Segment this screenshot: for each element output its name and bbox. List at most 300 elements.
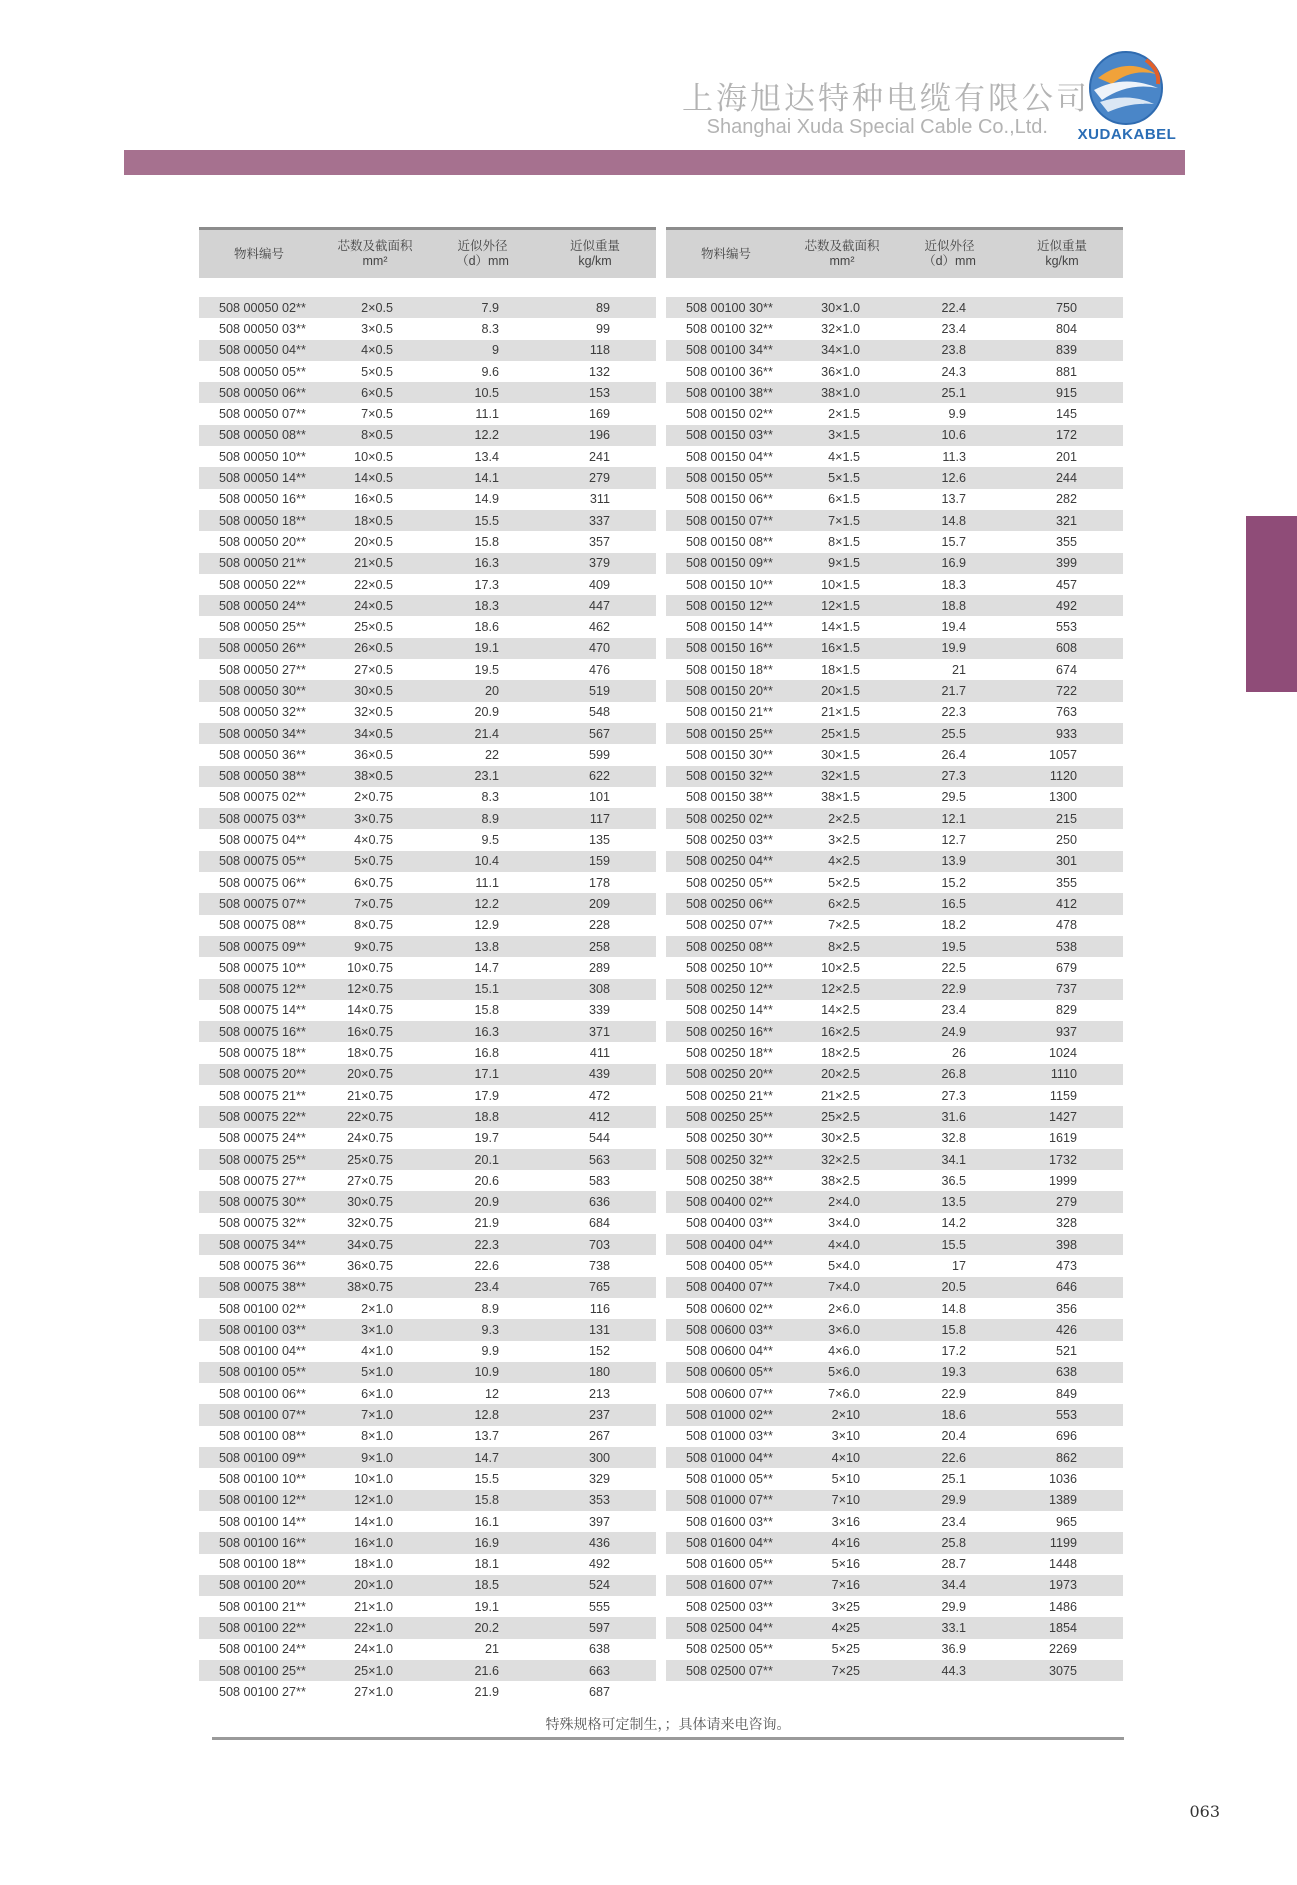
cable-table-left <box>199 227 656 1703</box>
cell-weight: 763 <box>1055 705 1077 720</box>
cell-item-code: 508 00050 25** <box>219 620 306 635</box>
cell-diameter: 19.5 <box>941 939 966 954</box>
cell-item-code: 508 00150 05** <box>686 471 773 486</box>
cell-cores-section: 24×1.0 <box>354 1642 393 1657</box>
cell-weight: 687 <box>588 1684 610 1699</box>
cell-weight: 301 <box>1055 854 1077 869</box>
cell-cores-section: 21×0.5 <box>354 556 393 571</box>
company-name-en: Shanghai Xuda Special Cable Co.,Ltd. <box>706 116 1048 138</box>
cell-weight: 1159 <box>1049 1088 1077 1103</box>
cell-cores-section: 7×4.0 <box>828 1280 860 1295</box>
cell-item-code: 508 00150 04** <box>686 449 773 464</box>
cell-diameter: 9.6 <box>481 364 499 379</box>
cell-weight: 1486 <box>1048 1599 1077 1614</box>
col-header-diameter <box>898 239 1001 269</box>
table-row <box>199 1341 656 1362</box>
cell-item-code: 508 00100 02** <box>219 1301 306 1316</box>
cell-weight: 300 <box>588 1450 610 1465</box>
table-row <box>666 616 1123 637</box>
cell-diameter: 18.8 <box>941 598 966 613</box>
cell-diameter: 24.9 <box>941 1024 966 1039</box>
cell-weight: 636 <box>588 1195 610 1210</box>
cell-item-code: 508 01000 07** <box>686 1493 773 1508</box>
cell-diameter: 14.7 <box>474 1450 499 1465</box>
table-row <box>666 1021 1123 1042</box>
cell-weight: 684 <box>588 1216 610 1231</box>
table-row <box>666 1490 1123 1511</box>
cell-weight: 250 <box>1055 833 1077 848</box>
cell-weight: 638 <box>588 1642 610 1657</box>
cell-item-code: 508 00250 18** <box>686 1046 773 1061</box>
cell-item-code: 508 00250 08** <box>686 939 773 954</box>
cell-cores-section: 21×1.5 <box>821 705 860 720</box>
cell-item-code: 508 00250 02** <box>686 811 773 826</box>
table-row <box>666 531 1123 552</box>
cell-diameter: 16.3 <box>474 1024 499 1039</box>
cell-weight: 1973 <box>1048 1578 1077 1593</box>
cell-diameter: 12.1 <box>941 811 966 826</box>
cell-weight: 519 <box>588 683 610 698</box>
cell-item-code: 508 00100 06** <box>219 1386 306 1401</box>
cell-diameter: 21 <box>484 1642 499 1657</box>
cell-cores-section: 30×0.5 <box>354 683 393 698</box>
cell-weight: 355 <box>1055 875 1077 890</box>
cell-cores-section: 20×2.5 <box>821 1067 860 1082</box>
cell-diameter: 8.9 <box>481 1301 499 1316</box>
cell-cores-section: 32×0.75 <box>347 1216 393 1231</box>
table-row <box>666 467 1123 488</box>
table-row <box>666 1191 1123 1212</box>
cell-item-code: 508 00075 10** <box>219 960 306 975</box>
cell-diameter: 26.4 <box>941 747 966 762</box>
cell-weight: 608 <box>1055 641 1077 656</box>
cell-cores-section: 10×0.5 <box>354 449 393 464</box>
cell-cores-section: 7×16 <box>831 1578 860 1593</box>
cell-weight: 237 <box>588 1408 610 1423</box>
cell-cores-section: 10×1.5 <box>821 577 860 592</box>
cell-diameter: 20.2 <box>474 1621 499 1636</box>
cell-cores-section: 7×2.5 <box>828 918 860 933</box>
cell-cores-section: 3×4.0 <box>828 1216 860 1231</box>
cell-diameter: 10.5 <box>474 385 499 400</box>
cell-item-code: 508 00100 07** <box>219 1408 306 1423</box>
cell-cores-section: 30×1.5 <box>821 747 860 762</box>
cell-cores-section: 10×1.0 <box>354 1471 393 1486</box>
table-row <box>199 1021 656 1042</box>
cell-weight: 567 <box>588 726 610 741</box>
cell-item-code: 508 00050 16** <box>219 492 306 507</box>
cell-diameter: 26 <box>951 1046 966 1061</box>
cell-cores-section: 30×1.0 <box>821 300 860 315</box>
cell-item-code: 508 00600 03** <box>686 1322 773 1337</box>
cell-diameter: 34.4 <box>941 1578 966 1593</box>
cell-diameter: 9.9 <box>481 1344 499 1359</box>
cell-item-code: 508 00100 14** <box>219 1514 306 1529</box>
cell-weight: 426 <box>1055 1322 1077 1337</box>
cell-cores-section: 5×25 <box>831 1642 860 1657</box>
cell-cores-section: 3×1.0 <box>361 1322 393 1337</box>
cell-cores-section: 24×0.5 <box>354 598 393 613</box>
table-row <box>666 1319 1123 1340</box>
cell-weight: 339 <box>588 1003 610 1018</box>
cell-weight: 933 <box>1055 726 1077 741</box>
cell-cores-section: 34×1.0 <box>821 343 860 358</box>
cell-diameter: 10.6 <box>941 428 966 443</box>
cell-item-code: 508 00150 12** <box>686 598 773 613</box>
cell-diameter: 17.9 <box>474 1088 499 1103</box>
table-row <box>199 1191 656 1212</box>
col-header-weight-label: 近似重量 <box>1036 239 1087 253</box>
cell-diameter: 13.5 <box>941 1195 966 1210</box>
table-row <box>666 510 1123 531</box>
col-header-weight <box>1001 239 1123 269</box>
cell-item-code: 508 00250 14** <box>686 1003 773 1018</box>
cell-weight: 555 <box>588 1599 610 1614</box>
cell-cores-section: 16×2.5 <box>821 1024 860 1039</box>
table-row <box>666 1468 1123 1489</box>
table-row <box>199 1596 656 1617</box>
table-row <box>199 1234 656 1255</box>
cell-cores-section: 22×0.75 <box>347 1109 393 1124</box>
cell-weight: 399 <box>1055 556 1077 571</box>
cell-weight: 267 <box>588 1429 610 1444</box>
cell-item-code: 508 00075 22** <box>219 1109 306 1124</box>
cell-item-code: 508 00075 38** <box>219 1280 306 1295</box>
cell-cores-section: 25×1.5 <box>821 726 860 741</box>
cell-item-code: 508 00075 14** <box>219 1003 306 1018</box>
cell-item-code: 508 00050 18** <box>219 513 306 528</box>
cell-item-code: 508 00250 12** <box>686 982 773 997</box>
cell-weight: 476 <box>588 662 610 677</box>
cell-diameter: 31.6 <box>941 1109 966 1124</box>
table-row <box>666 361 1123 382</box>
cell-item-code: 508 00400 04** <box>686 1237 773 1252</box>
cell-weight: 1120 <box>1049 769 1077 784</box>
cell-weight: 244 <box>1055 471 1077 486</box>
cell-diameter: 20.6 <box>474 1173 499 1188</box>
cell-item-code: 508 00100 10** <box>219 1471 306 1486</box>
cell-item-code: 508 00150 02** <box>686 407 773 422</box>
cell-weight: 862 <box>1055 1450 1077 1465</box>
table-row <box>666 1149 1123 1170</box>
cell-item-code: 508 00250 03** <box>686 833 773 848</box>
cell-item-code: 508 00100 30** <box>686 300 773 315</box>
cell-weight: 135 <box>588 833 610 848</box>
cell-weight: 674 <box>1055 662 1077 677</box>
cell-weight: 172 <box>1055 428 1077 443</box>
cell-diameter: 13.7 <box>474 1429 499 1444</box>
cell-cores-section: 3×0.75 <box>354 811 393 826</box>
table-row <box>666 1234 1123 1255</box>
table-row <box>199 1064 656 1085</box>
cell-diameter: 18.5 <box>474 1578 499 1593</box>
cell-weight: 213 <box>588 1386 610 1401</box>
cell-item-code: 508 00075 05** <box>219 854 306 869</box>
cell-diameter: 7.9 <box>481 300 499 315</box>
cell-diameter: 17.3 <box>474 577 499 592</box>
footer-note: 特殊规格可定制生，；具体请来电咨询。 <box>545 1717 791 1733</box>
cell-weight: 447 <box>588 598 610 613</box>
table-row <box>199 1383 656 1404</box>
cell-item-code: 508 00050 21** <box>219 556 306 571</box>
cell-diameter: 16.9 <box>474 1535 499 1550</box>
table-row <box>199 744 656 765</box>
cell-item-code: 508 01600 04** <box>686 1535 773 1550</box>
table-row <box>199 1532 656 1553</box>
cell-weight: 1732 <box>1048 1152 1077 1167</box>
cell-cores-section: 5×10 <box>831 1471 860 1486</box>
cell-cores-section: 5×4.0 <box>828 1259 860 1273</box>
cell-weight: 492 <box>1055 598 1077 613</box>
cell-cores-section: 5×2.5 <box>828 875 860 890</box>
table-row <box>199 1213 656 1234</box>
cell-weight: 228 <box>588 918 610 933</box>
table-row <box>199 638 656 659</box>
cell-diameter: 25.1 <box>941 1471 966 1486</box>
cell-weight: 1389 <box>1048 1493 1077 1508</box>
cell-diameter: 23.1 <box>474 769 499 784</box>
cell-weight: 159 <box>588 854 610 869</box>
cell-cores-section: 32×1.5 <box>821 769 860 784</box>
cell-diameter: 19.5 <box>474 662 499 677</box>
cell-cores-section: 6×1.5 <box>828 492 860 507</box>
cell-item-code: 508 00100 21** <box>219 1599 306 1614</box>
cell-weight: 553 <box>1055 620 1077 635</box>
cell-diameter: 23.4 <box>941 1514 966 1529</box>
cell-diameter: 15.8 <box>474 1493 499 1508</box>
cell-weight: 412 <box>588 1109 610 1124</box>
cell-cores-section: 26×0.5 <box>354 641 393 656</box>
table-row <box>666 1106 1123 1127</box>
cell-diameter: 19.3 <box>941 1365 966 1380</box>
table-row <box>199 340 656 361</box>
cell-cores-section: 25×2.5 <box>821 1109 860 1124</box>
table-row <box>199 659 656 680</box>
cell-cores-section: 7×10 <box>831 1493 860 1508</box>
cell-cores-section: 34×0.75 <box>347 1237 393 1252</box>
cell-diameter: 17.1 <box>474 1067 499 1082</box>
cell-diameter: 16.8 <box>474 1046 499 1061</box>
cell-item-code: 508 00050 08** <box>219 428 306 443</box>
cell-item-code: 508 00600 04** <box>686 1344 773 1359</box>
table-row <box>199 1149 656 1170</box>
cell-cores-section: 25×0.5 <box>354 620 393 635</box>
cell-item-code: 508 00075 24** <box>219 1131 306 1146</box>
table-row <box>199 403 656 424</box>
cell-cores-section: 32×0.5 <box>354 705 393 720</box>
cell-diameter: 11.3 <box>942 449 966 464</box>
cell-weight: 622 <box>588 769 610 784</box>
cell-item-code: 508 00075 27** <box>219 1173 306 1188</box>
cell-diameter: 21.6 <box>474 1663 499 1678</box>
cell-weight: 132 <box>588 364 610 379</box>
cell-cores-section: 25×0.75 <box>347 1152 393 1167</box>
cell-item-code: 508 01600 05** <box>686 1557 773 1572</box>
cell-diameter: 22.5 <box>941 960 966 975</box>
cell-cores-section: 21×1.0 <box>354 1599 393 1614</box>
cell-cores-section: 16×0.5 <box>354 492 393 507</box>
cell-diameter: 27.3 <box>941 769 966 784</box>
table-row <box>199 1404 656 1425</box>
table-row <box>199 318 656 339</box>
col-header-cores-section <box>319 239 431 269</box>
cell-weight: 524 <box>588 1578 610 1593</box>
cell-item-code: 508 00050 36** <box>219 747 306 762</box>
cell-weight: 145 <box>1055 407 1077 422</box>
cell-weight: 337 <box>588 513 610 528</box>
table-row <box>199 680 656 701</box>
cell-cores-section: 3×25 <box>831 1599 860 1614</box>
cell-cores-section: 4×6.0 <box>828 1344 860 1359</box>
cell-diameter: 10.4 <box>474 854 499 869</box>
table-row <box>199 787 656 808</box>
cell-diameter: 12.8 <box>474 1408 499 1423</box>
cell-cores-section: 16×0.75 <box>347 1024 393 1039</box>
cell-weight: 696 <box>1055 1429 1077 1444</box>
cell-weight: 329 <box>588 1471 610 1486</box>
cell-diameter: 17.2 <box>941 1344 966 1359</box>
cell-cores-section: 2×2.5 <box>828 811 860 826</box>
table-row <box>666 1532 1123 1553</box>
cell-diameter: 15.5 <box>474 513 499 528</box>
cell-weight: 492 <box>588 1557 610 1572</box>
cell-diameter: 15.8 <box>941 1322 966 1337</box>
cell-cores-section: 24×0.75 <box>347 1131 393 1146</box>
cell-item-code: 508 02500 07** <box>686 1663 773 1678</box>
cell-cores-section: 2×1.5 <box>828 407 860 422</box>
cell-diameter: 26.8 <box>941 1067 966 1082</box>
table-row <box>199 1681 656 1702</box>
table-row <box>666 1277 1123 1298</box>
table-row <box>199 1298 656 1319</box>
table-row <box>666 808 1123 829</box>
table-row <box>666 1042 1123 1063</box>
cell-diameter: 10.9 <box>474 1365 499 1380</box>
col-header-diameter-unit: （d）mm <box>923 254 976 268</box>
cell-diameter: 18.2 <box>941 918 966 933</box>
table-row <box>666 1000 1123 1021</box>
cell-weight: 646 <box>1055 1280 1077 1295</box>
cell-diameter: 21.7 <box>941 683 966 698</box>
cell-diameter: 20.4 <box>941 1429 966 1444</box>
cell-item-code: 508 00600 05** <box>686 1365 773 1380</box>
table-row <box>666 915 1123 936</box>
table-row <box>199 510 656 531</box>
cell-cores-section: 7×0.75 <box>354 896 393 911</box>
table-row <box>666 893 1123 914</box>
table-row <box>666 723 1123 744</box>
table-row <box>666 680 1123 701</box>
cell-diameter: 9.9 <box>948 407 966 422</box>
cell-cores-section: 2×6.0 <box>828 1301 860 1316</box>
cell-cores-section: 5×0.75 <box>354 854 393 869</box>
table-row <box>666 1404 1123 1425</box>
table-row <box>199 1319 656 1340</box>
cell-weight: 750 <box>1055 300 1077 315</box>
table-row <box>666 1255 1123 1276</box>
table-row <box>199 1660 656 1681</box>
table-row <box>666 766 1123 787</box>
cell-diameter: 16.9 <box>941 556 966 571</box>
table-row <box>666 574 1123 595</box>
cell-diameter: 33.1 <box>941 1621 966 1636</box>
table-row <box>199 872 656 893</box>
cell-cores-section: 14×1.0 <box>354 1514 393 1529</box>
cell-diameter: 16.3 <box>474 556 499 571</box>
cell-item-code: 508 00075 18** <box>219 1046 306 1061</box>
cell-item-code: 508 00100 04** <box>219 1344 306 1359</box>
cell-diameter: 44.3 <box>941 1663 966 1678</box>
cell-weight: 915 <box>1055 385 1077 400</box>
cell-cores-section: 6×0.5 <box>361 385 393 400</box>
cell-weight: 563 <box>588 1152 610 1167</box>
cell-cores-section: 4×0.5 <box>361 343 393 358</box>
cell-item-code: 508 00150 38** <box>686 790 773 805</box>
table-row <box>199 723 656 744</box>
table-row <box>666 1064 1123 1085</box>
cell-item-code: 508 02500 04** <box>686 1621 773 1636</box>
cell-weight: 116 <box>589 1301 610 1316</box>
cell-item-code: 508 00250 32** <box>686 1152 773 1167</box>
table-row <box>199 1255 656 1276</box>
table-row <box>199 829 656 850</box>
cell-diameter: 15.1 <box>474 982 499 997</box>
cell-item-code: 508 00075 34** <box>219 1237 306 1252</box>
cell-weight: 473 <box>1055 1259 1077 1273</box>
cell-cores-section: 2×0.5 <box>361 300 393 315</box>
cell-item-code: 508 00075 02** <box>219 790 306 805</box>
cell-cores-section: 5×6.0 <box>828 1365 860 1380</box>
table-row <box>666 1554 1123 1575</box>
cell-cores-section: 27×0.75 <box>347 1173 393 1188</box>
cell-diameter: 29.9 <box>941 1599 966 1614</box>
cell-weight: 679 <box>1055 960 1077 975</box>
table-row <box>199 851 656 872</box>
table-row <box>199 1447 656 1468</box>
cell-diameter: 21.9 <box>474 1216 499 1231</box>
cell-item-code: 508 00400 03** <box>686 1216 773 1231</box>
col-header-diameter-unit: （d）mm <box>456 254 509 268</box>
table-row <box>666 318 1123 339</box>
cell-cores-section: 38×1.5 <box>821 790 860 805</box>
cell-diameter: 36.5 <box>941 1173 966 1188</box>
cell-item-code: 508 00075 36** <box>219 1259 306 1273</box>
table-row <box>199 1639 656 1660</box>
cell-item-code: 508 00050 38** <box>219 769 306 784</box>
cell-weight: 89 <box>595 300 610 315</box>
table-row <box>666 382 1123 403</box>
table-row <box>199 446 656 467</box>
col-header-cores-unit: mm² <box>362 254 388 268</box>
table-row <box>199 979 656 1000</box>
cell-diameter: 29.5 <box>941 790 966 805</box>
cell-item-code: 508 00250 04** <box>686 854 773 869</box>
cell-item-code: 508 00400 02** <box>686 1195 773 1210</box>
table-row <box>666 553 1123 574</box>
cell-item-code: 508 00100 32** <box>686 321 773 336</box>
cell-item-code: 508 00400 05** <box>686 1259 773 1273</box>
cell-weight: 457 <box>1055 577 1077 592</box>
cell-item-code: 508 00100 20** <box>219 1578 306 1593</box>
cell-diameter: 25.8 <box>941 1535 966 1550</box>
cell-item-code: 508 00050 24** <box>219 598 306 613</box>
cell-cores-section: 16×1.0 <box>354 1535 393 1550</box>
cell-cores-section: 5×1.0 <box>361 1365 393 1380</box>
cell-weight: 703 <box>588 1237 610 1252</box>
table-row <box>199 574 656 595</box>
cell-item-code: 508 00050 30** <box>219 683 306 698</box>
table-row <box>666 1170 1123 1191</box>
